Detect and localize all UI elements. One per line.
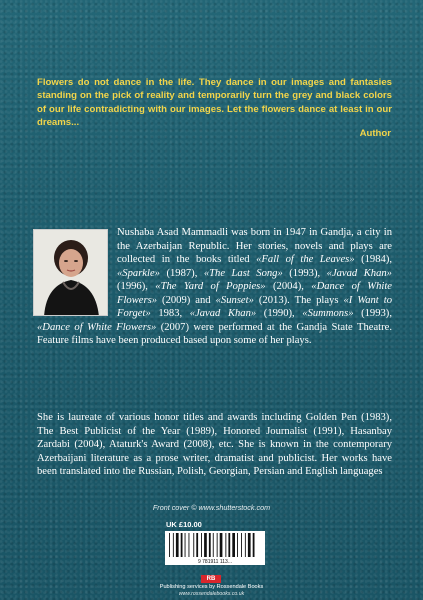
bio-text: (1996), <box>117 281 156 292</box>
book-title: «Dance of White Flowers» <box>117 281 392 306</box>
book-title: «The Yard of Poppies» <box>155 281 266 292</box>
author-awards-paragraph: She is laureate of various honor titles and awards including Golden Pen (1983), The Best Publicist of the Year (1989), Honored Journalist (1991), Hasanbay Zardabi (2004), Ataturk's Award (2008), etc. She is known in the contemporary Azerbaijani literature as a prose writer, dramatist and publicist. Her works have been translated into the Russian, Polish, Georgian, Persian and English languages <box>37 412 392 477</box>
epigraph-quote: Flowers do not dance in the life. They dance in our images and fantasies standing on the pick of reality and temporarily turn the grey and black colors of our life contradicting with our images. Let the flowers dance at least in our dreams... <box>37 77 392 129</box>
bio-text: (1987), <box>159 267 204 279</box>
book-title: «Sunset» <box>215 294 254 306</box>
book-title: «The Last Song» <box>203 267 283 279</box>
epigraph-author: Author <box>359 128 391 139</box>
barcode-icon <box>165 531 265 565</box>
publisher-url: www.rossendalebooks.co.uk <box>178 591 245 597</box>
photo-spacer <box>37 226 117 314</box>
cover-credit: Front cover © www.shutterstock.com <box>152 503 271 512</box>
play-title: «Dance of White Flowers» <box>37 321 157 333</box>
bio-text: (2013). The plays <box>253 294 344 306</box>
book-title: «Fall of the Leaves» <box>256 254 355 265</box>
play-title: «Summons» <box>302 308 354 319</box>
play-title: «Javad Khan» <box>189 308 257 319</box>
book-title: «Sparkle» <box>117 267 160 279</box>
price-label: UK £10.00 <box>166 520 202 529</box>
bio-text: (2007) were performed at the Gandja State Theatre. Feature films have been produced based upon some of her plays. <box>37 321 392 346</box>
bio-text: Nushaba Asad Mammadli was born in 1947 in Gandja, a city in the Azerbaijan Republic. Her stories, novels and plays are collected in the books titled <box>117 227 392 265</box>
bio-text: (2004), <box>265 281 312 292</box>
bio-text: (1984), <box>354 254 392 265</box>
author-biography <box>37 226 392 348</box>
publisher-logo: RB <box>201 575 221 583</box>
bio-text: (2009) and <box>157 294 216 306</box>
bio-text: (1993), <box>282 267 327 279</box>
bio-text: (1990), <box>256 308 303 319</box>
play-title: «I Want to Forget» <box>117 294 392 319</box>
isbn-barcode <box>165 531 265 565</box>
bio-text: (1993), <box>353 308 392 319</box>
publisher-services: Publishing services by Rossendale Books <box>159 584 264 590</box>
bio-text: 1983, <box>150 308 190 319</box>
book-title: «Javad Khan» <box>326 267 392 279</box>
barcode-digits: 9 781911 113... <box>197 559 233 565</box>
